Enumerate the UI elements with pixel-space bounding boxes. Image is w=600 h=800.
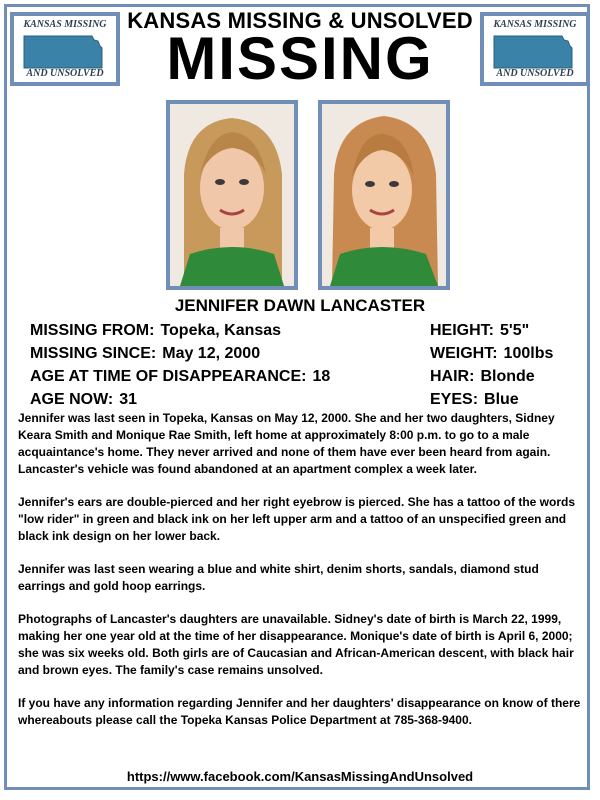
fact-label: HEIGHT: bbox=[430, 322, 494, 339]
person-name: JENNIFER DAWN LANCASTER bbox=[174, 296, 426, 315]
logo-top-text: KANSAS MISSING bbox=[23, 19, 107, 30]
fact-age-now bbox=[30, 391, 137, 409]
footer-url-link[interactable]: https://www.facebook.com/KansasMissingAndUnsolved bbox=[126, 769, 474, 784]
fact-value: 31 bbox=[119, 391, 138, 408]
person-photo-2 bbox=[318, 100, 450, 290]
fact-value: May 12, 2000 bbox=[162, 345, 261, 362]
kansas-map-icon bbox=[22, 34, 108, 70]
fact-label: MISSING FROM: bbox=[30, 322, 155, 339]
fact-eyes bbox=[430, 391, 519, 409]
logo-right bbox=[480, 12, 590, 86]
logo-bottom-text: AND UNSOLVED bbox=[26, 68, 104, 79]
paragraph-features: Jennifer's ears are double-pierced and her right eyebrow is pierced. She has a tattoo of the words "low rider" in green and black ink on her left upper arm and a tattoo of an unspecified green and black ink design on her lower back. bbox=[18, 495, 575, 543]
fact-height bbox=[430, 322, 529, 340]
description-body bbox=[18, 410, 582, 745]
fact-label: EYES: bbox=[430, 391, 479, 408]
fact-weight bbox=[430, 345, 553, 363]
portrait-image bbox=[322, 104, 446, 286]
fact-label: WEIGHT: bbox=[430, 345, 498, 362]
logo-left bbox=[10, 12, 120, 86]
fact-hair bbox=[430, 368, 535, 386]
paragraph-clothing: Jennifer was last seen wearing a blue and white shirt, denim shorts, sandals, diamond stud earrings and gold hoop earrings. bbox=[18, 562, 539, 593]
fact-value: 5'5" bbox=[500, 322, 530, 339]
page-title: MISSING bbox=[166, 25, 434, 92]
fact-label: AGE AT TIME OF DISAPPEARANCE: bbox=[30, 368, 307, 385]
paragraph-contact: If you have any information regarding Jennifer and her daughters' disappearance on know of there whereabouts please call the Topeka Kansas Police Department at 785-368-9400. bbox=[18, 696, 581, 727]
fact-value: Blonde bbox=[480, 368, 535, 385]
fact-label: AGE NOW: bbox=[30, 391, 114, 408]
fact-value: Topeka, Kansas bbox=[160, 322, 282, 339]
fact-missing-since bbox=[30, 345, 260, 363]
fact-missing-from bbox=[30, 322, 281, 340]
kansas-map-icon bbox=[492, 34, 578, 70]
fact-value: Blue bbox=[484, 391, 519, 408]
fact-value: 100lbs bbox=[503, 345, 554, 362]
paragraph-last-seen: Jennifer was last seen in Topeka, Kansas on May 12, 2000. She and her two daughters, Sidney Keara Smith and Monique Rae Smith, left home at approximately 8:00 p.m. to go to a male acquaintance's home. They never arrived and none of them have ever been heard from again. Lancaster's vehicle was found abandoned at an apartment complex a week later. bbox=[18, 411, 555, 476]
fact-value: 18 bbox=[312, 368, 331, 385]
paragraph-daughters: Photographs of Lancaster's daughters are unavailable. Sidney's date of birth is March 22, 1999, making her one year old at the time of her disappearance. Monique's date of birth is April 6, 2000; she was six weeks old. Both girls are of Caucasian and African-American descent, with black hair and brown eyes. The family's case remains unsolved. bbox=[18, 612, 574, 677]
fact-age-at-disappearance bbox=[30, 368, 330, 386]
logo-top-text: KANSAS MISSING bbox=[493, 19, 577, 30]
fact-label: HAIR: bbox=[430, 368, 475, 385]
person-photo-1 bbox=[166, 100, 298, 290]
logo-bottom-text: AND UNSOLVED bbox=[496, 68, 574, 79]
fact-label: MISSING SINCE: bbox=[30, 345, 157, 362]
header-subtitle: KANSAS MISSING & UNSOLVED bbox=[127, 8, 473, 33]
portrait-image bbox=[170, 104, 294, 286]
